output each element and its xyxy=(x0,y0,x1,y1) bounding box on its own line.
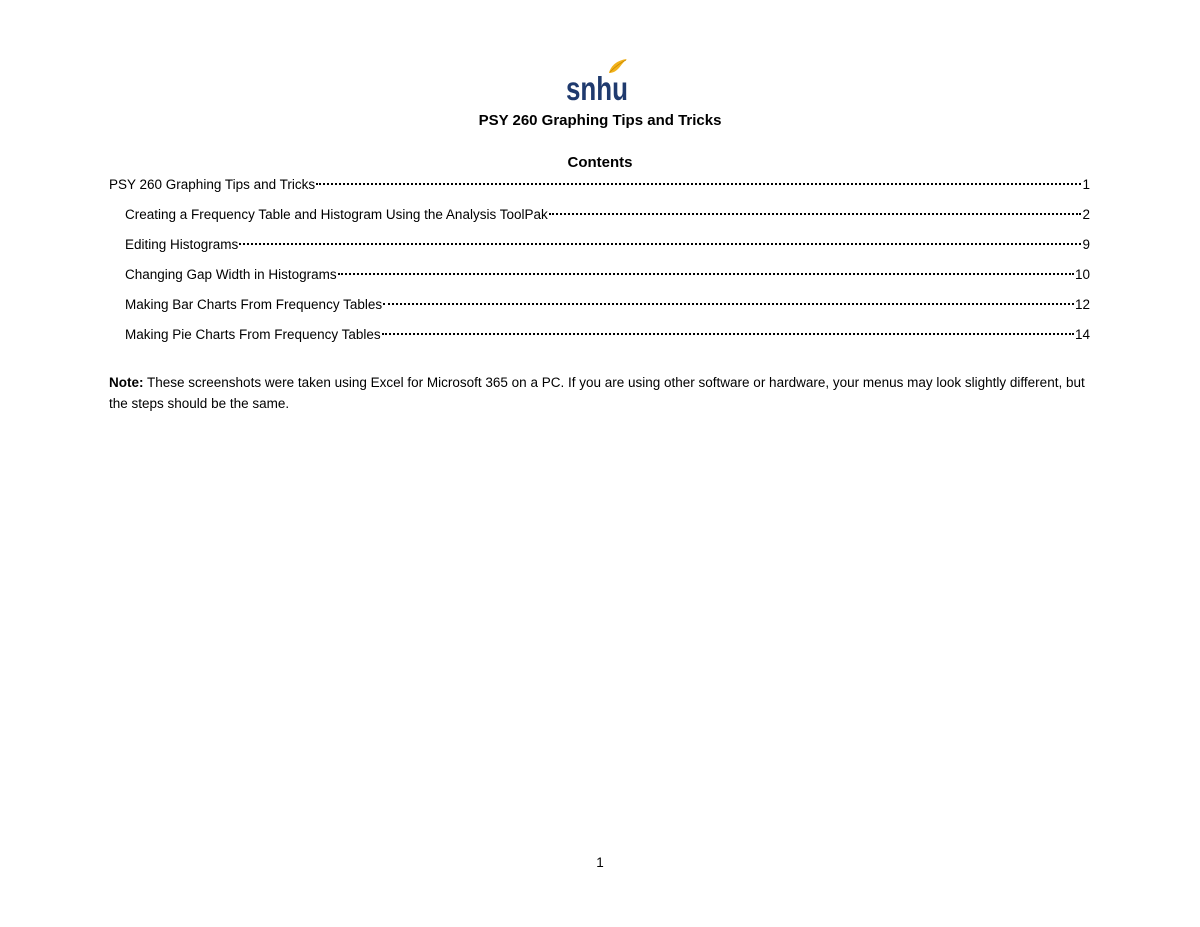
toc-entry-page: 9 xyxy=(1082,237,1090,252)
note-text: These screenshots were taken using Excel for Microsoft 365 on a PC. If you are using other software or hardware, your menus may look slightly different, but the steps should be the same. xyxy=(109,375,1085,411)
toc-entry[interactable] xyxy=(125,295,1090,315)
toc-entry[interactable] xyxy=(109,175,1090,195)
toc-entry-page: 12 xyxy=(1074,297,1090,312)
toc-entry-page: 10 xyxy=(1074,267,1090,282)
snhu-logo-icon xyxy=(565,57,631,107)
toc-dot-leader xyxy=(338,273,1074,275)
toc-entry-title: Creating a Frequency Table and Histogram Using the Analysis ToolPak xyxy=(125,207,548,222)
toc-dot-leader xyxy=(383,303,1074,305)
toc-heading: Contents xyxy=(567,154,633,171)
document-title: PSY 260 Graphing Tips and Tricks xyxy=(478,112,722,129)
toc-dot-leader xyxy=(239,243,1081,245)
toc-entry-title: Editing Histograms xyxy=(125,237,239,252)
toc-entry-title: PSY 260 Graphing Tips and Tricks xyxy=(109,177,316,192)
toc-entry[interactable] xyxy=(125,235,1090,255)
toc-entry-title: Making Pie Charts From Frequency Tables xyxy=(125,327,381,342)
toc-dot-leader xyxy=(549,213,1082,215)
toc-entry-page: 2 xyxy=(1082,207,1090,222)
toc-entry-page: 1 xyxy=(1082,177,1090,192)
svg-text:snhu: snhu xyxy=(566,70,628,107)
toc-dot-leader xyxy=(316,183,1081,185)
note-paragraph xyxy=(109,372,1094,414)
page-number: 1 xyxy=(596,855,604,870)
toc-entry[interactable] xyxy=(125,325,1090,345)
note-label: Note: xyxy=(109,375,144,390)
toc-entry-page: 14 xyxy=(1074,327,1090,342)
toc-entry-title: Changing Gap Width in Histograms xyxy=(125,267,337,282)
toc-entry-title: Making Bar Charts From Frequency Tables xyxy=(125,297,383,312)
toc-dot-leader xyxy=(382,333,1074,335)
toc-entry[interactable] xyxy=(125,205,1090,225)
toc-entry[interactable] xyxy=(125,265,1090,285)
